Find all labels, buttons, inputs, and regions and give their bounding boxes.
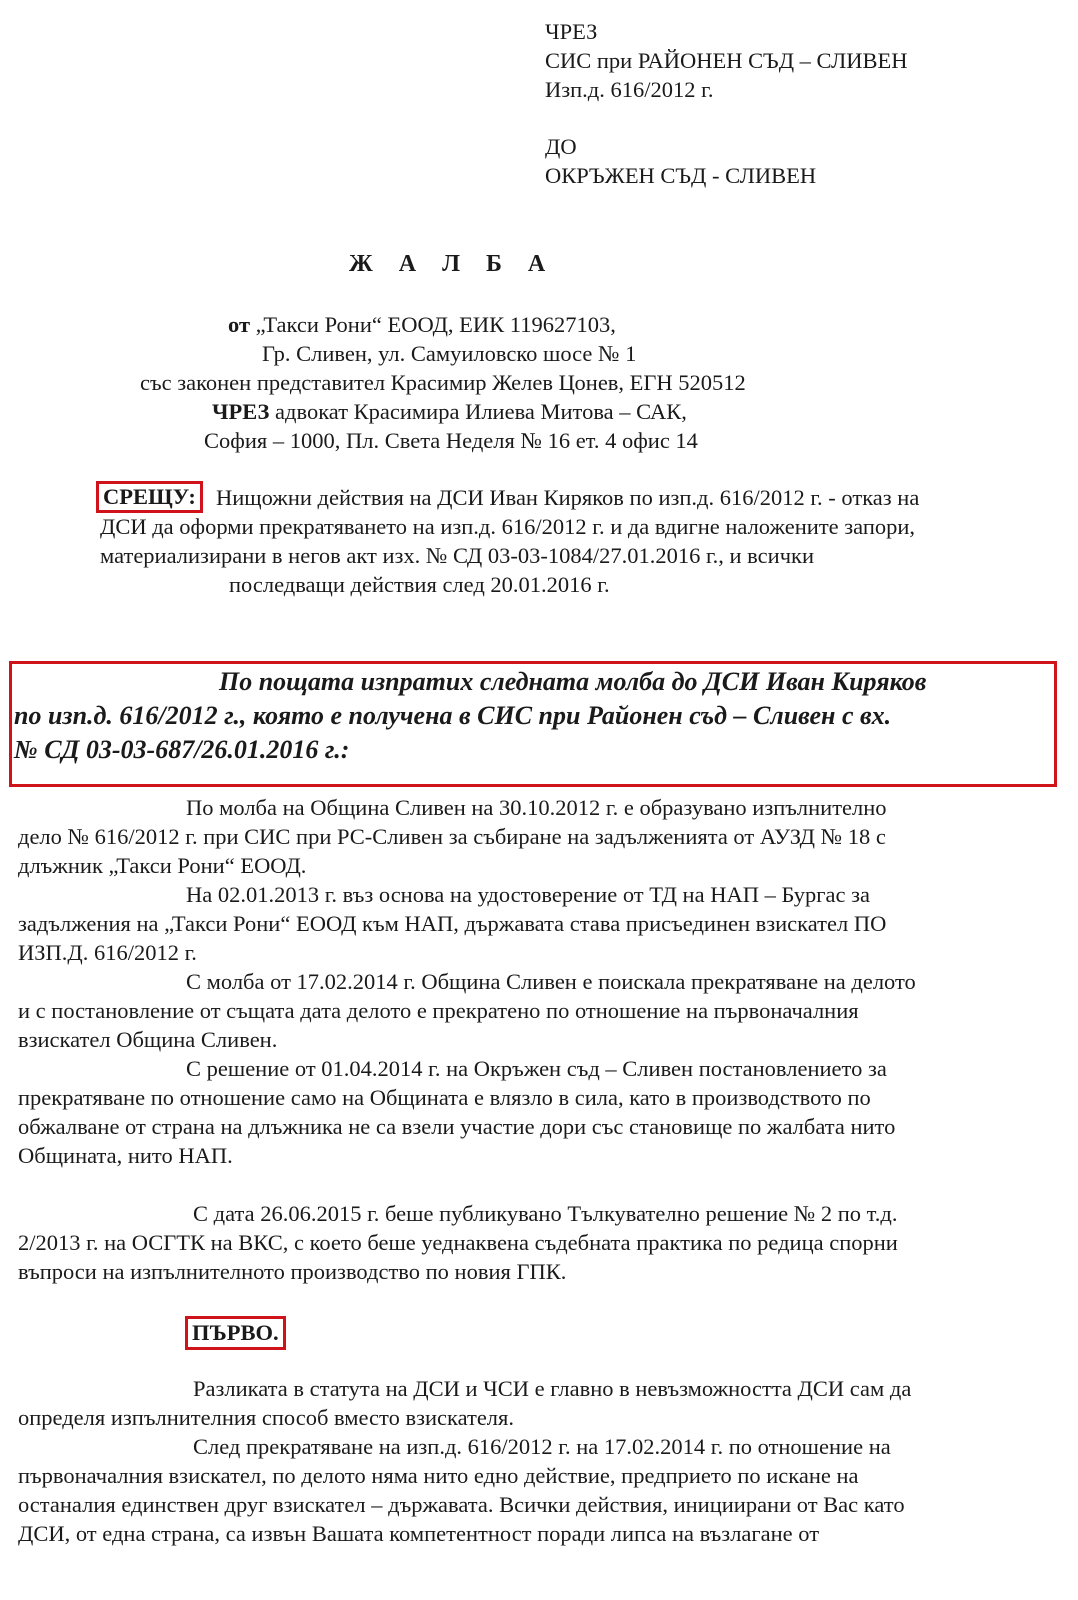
against-line-3: материализирани в негов акт изх. № СД 03-03-1084/27.01.2016 г., и всички [100, 543, 814, 568]
p3-line-3: взискател Община Сливен. [18, 1027, 278, 1052]
from-text: „Такси Рони“ ЕООД, ЕИК 119627103, [250, 312, 616, 337]
p2-line-2: задължения на „Такси Рони“ ЕООД към НАП, държавата става присъединен взискател ПО [18, 911, 887, 936]
sender-address: Гр. Сливен, ул. Самуиловско шосе № 1 [262, 341, 637, 366]
p7-line-1: След прекратяване на изп.д. 616/2012 г. на 17.02.2014 г. по отношение на [193, 1434, 891, 1459]
p1-line-1: По молба на Община Сливен на 30.10.2012 г. е образувано изпълнително [186, 795, 887, 820]
p5-line-2: 2/2013 г. на ОСГТК на ВКС, с което беше уеднаквена съдебната практика по редица спорни [18, 1230, 898, 1255]
against-line-4: последващи действия след 20.01.2016 г. [229, 572, 610, 597]
p2-line-1: На 02.01.2013 г. въз основа на удостоверение от ТД на НАП – Бургас за [186, 882, 871, 907]
highlight-line-1: По пощата изпратих следната молба до ДСИ Иван Киряков [219, 667, 927, 696]
p1-line-2: дело № 616/2012 г. при СИС при РС-Сливен за събиране на задълженията от АУЗД № 18 с [18, 824, 886, 849]
lawyer-name: адвокат Красимира Илиева Митова – САК, [269, 399, 687, 424]
sender-representative: със законен представител Красимир Желев Цонев, ЕГН 520512 [140, 370, 746, 395]
p4-line-1: С решение от 01.04.2014 г. на Окръжен съд – Сливен постановлението за [186, 1056, 887, 1081]
p2-line-3: ИЗП.Д. 616/2012 г. [18, 940, 197, 965]
section-first-label: ПЪРВО. [185, 1316, 286, 1350]
to-label: ДО [545, 134, 577, 159]
p6-line-2: определя изпълнителния способ вместо взискателя. [18, 1405, 515, 1430]
p3-line-1: С молба от 17.02.2014 г. Община Сливен е поискала прекратяване на делото [186, 969, 916, 994]
highlight-line-3: № СД 03-03-687/26.01.2016 г.: [14, 735, 350, 764]
p5-line-3: въпроси на изпълнителното производство по новия ГПК. [18, 1259, 567, 1284]
case-reference: Изп.д. 616/2012 г. [545, 77, 714, 102]
against-line-1: Нищожни действия на ДСИ Иван Киряков по изп.д. 616/2012 г. - отказ на [216, 485, 920, 510]
p5-line-1: С дата 26.06.2015 г. беше публикувано Тълкувателно решение № 2 по т.д. [193, 1201, 898, 1226]
p6-line-1: Разликата в статута на ДСИ и ЧСИ е главно в невъзможността ДСИ сам да [193, 1376, 912, 1401]
p4-line-3: обжалване от страна на длъжника не са взели участие дори със становище по жалбата нито [18, 1114, 896, 1139]
highlight-line-2: по изп.д. 616/2012 г., която е получена в СИС при Районен съд – Сливен с вх. [14, 701, 892, 730]
via-court: СИС при РАЙОНЕН СЪД – СЛИВЕН [545, 48, 908, 73]
p4-line-4: Общината, нито НАП. [18, 1143, 233, 1168]
lawyer-address: София – 1000, Пл. Света Неделя № 16 ет. 4 офис 14 [204, 428, 698, 453]
against-line-2: ДСИ да оформи прекратяването на изп.д. 616/2012 г. и да вдигне наложените запори, [100, 514, 916, 539]
p4-line-2: прекратяване по отношение само на Общината е влязло в сила, като в производството по [18, 1085, 871, 1110]
p7-line-4: ДСИ, от една страна, са извън Вашата компетентност поради липса на възлагане от [18, 1521, 820, 1546]
p7-line-2: първоначалния взискател, по делото няма нито едно действие, предприето по искане на [18, 1463, 859, 1488]
sender-from [228, 310, 616, 339]
from-label: от [228, 312, 251, 337]
p3-line-2: и с постановление от същата дата делото е прекратено по отношение на първоначалния [18, 998, 859, 1023]
via-label: ЧРЕЗ [545, 19, 598, 44]
against-label: СРЕЩУ: [96, 481, 203, 513]
to-court: ОКРЪЖЕН СЪД - СЛИВЕН [545, 163, 817, 188]
document-title: Ж А Л Б А [349, 251, 556, 277]
p1-line-3: длъжник „Такси Рони“ ЕООД. [18, 853, 307, 878]
sender-via [212, 397, 687, 426]
via-lawyer-label: ЧРЕЗ [212, 399, 270, 424]
p7-line-3: останалия единствен друг взискател – държавата. Всички действия, инициирани от Вас като [18, 1492, 905, 1517]
